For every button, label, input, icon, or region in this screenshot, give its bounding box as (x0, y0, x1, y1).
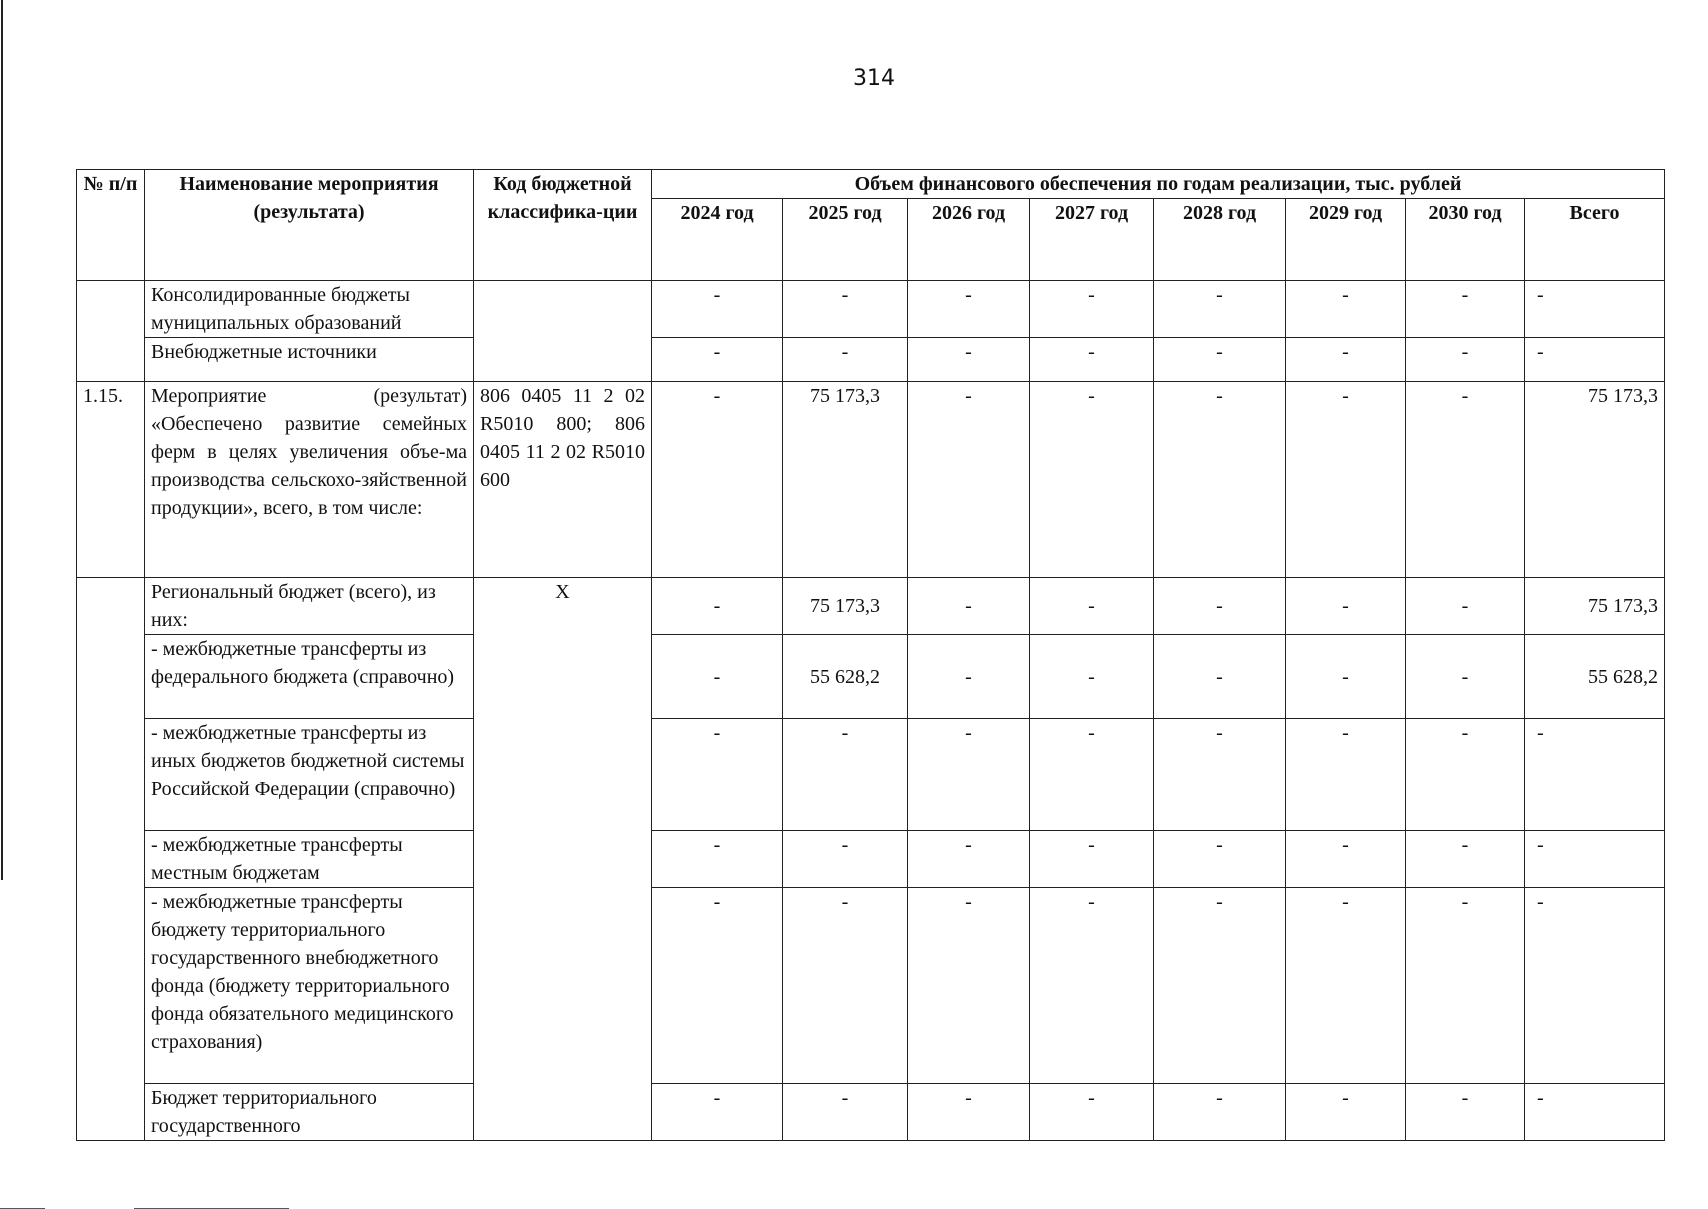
value-cell: - (1286, 1084, 1406, 1141)
value-cell: - (908, 281, 1030, 338)
value-cell: - (1030, 1084, 1154, 1141)
funding-table (76, 169, 1665, 1141)
value-cell: - (1286, 578, 1406, 635)
value-cell: - (908, 888, 1030, 1084)
row-code: X (474, 578, 652, 1141)
total-header: Всего (1525, 199, 1665, 281)
row-num: 1.15. (77, 382, 145, 578)
value-cell: - (652, 578, 783, 635)
row-name: - межбюджетные трансферты местным бюджетам (145, 831, 474, 888)
total-cell: - (1525, 281, 1665, 338)
value-cell: - (1030, 578, 1154, 635)
year-header: 2024 год (652, 199, 783, 281)
value-cell: - (1154, 635, 1286, 719)
value-cell: - (1154, 338, 1286, 382)
value-cell: - (1154, 719, 1286, 831)
value-cell: - (1030, 719, 1154, 831)
value-cell: - (1286, 281, 1406, 338)
value-cell: - (1030, 831, 1154, 888)
value-cell: 75 173,3 (783, 382, 908, 578)
value-cell: - (652, 635, 783, 719)
value-cell: - (1406, 719, 1525, 831)
row-name: - межбюджетные трансферты бюджету территориального государственного внебюджетного фонда (бюджету территориального фонда обязательного медицинского страхования) (145, 888, 474, 1084)
value-cell: - (783, 281, 908, 338)
value-cell: - (783, 888, 908, 1084)
year-header: 2029 год (1286, 199, 1406, 281)
row-num (77, 281, 145, 382)
value-cell: - (1286, 382, 1406, 578)
value-cell: - (652, 719, 783, 831)
total-cell: - (1525, 1084, 1665, 1141)
table-row (77, 578, 1665, 635)
row-name: Региональный бюджет (всего), из них: (145, 578, 474, 635)
year-header: 2028 год (1154, 199, 1286, 281)
table-row (77, 281, 1665, 338)
value-cell: - (652, 888, 783, 1084)
table-row (77, 338, 1665, 382)
row-name: Мероприятие (результат) «Обеспечено развитие семейных ферм в целях увеличения объе-ма производства сельскохо-зяйственной продукции», всего, в том числе: (145, 382, 474, 578)
page-number: 314 (853, 66, 895, 91)
value-cell: - (908, 635, 1030, 719)
value-cell: - (908, 719, 1030, 831)
value-cell: - (1154, 578, 1286, 635)
year-header: 2026 год (908, 199, 1030, 281)
value-cell: - (1406, 831, 1525, 888)
value-cell: - (1030, 635, 1154, 719)
value-cell: - (1030, 888, 1154, 1084)
value-cell: - (652, 281, 783, 338)
table-row (77, 888, 1665, 1084)
value-cell: - (783, 1084, 908, 1141)
value-cell: - (908, 831, 1030, 888)
row-code: 806 0405 11 2 02 R5010 800; 806 0405 11 2 02 R5010 600 (474, 382, 652, 578)
row-name: Бюджет территориального государственного (145, 1084, 474, 1141)
row-name: - межбюджетные трансферты из иных бюджетов бюджетной системы Российской Федерации (справочно) (145, 719, 474, 831)
left-margin-rule (1, 0, 3, 880)
table-row (77, 382, 1665, 578)
row-name: Внебюджетные источники (145, 338, 474, 382)
value-cell: - (1154, 831, 1286, 888)
value-cell: - (1286, 831, 1406, 888)
col-num-header: № п/п (77, 170, 145, 281)
value-cell: - (1406, 382, 1525, 578)
col-name-header: Наименование мероприятия (результата) (145, 170, 474, 281)
value-cell: - (1406, 281, 1525, 338)
value-cell: - (1030, 382, 1154, 578)
year-header: 2025 год (783, 199, 908, 281)
total-cell: - (1525, 338, 1665, 382)
value-cell: - (1406, 1084, 1525, 1141)
value-cell: - (1154, 382, 1286, 578)
total-cell: 75 173,3 (1525, 382, 1665, 578)
table-row (77, 719, 1665, 831)
total-cell: - (1525, 888, 1665, 1084)
total-cell: 75 173,3 (1525, 578, 1665, 635)
col-code-header: Код бюджетной классифика-ции (474, 170, 652, 281)
total-cell: - (1525, 831, 1665, 888)
row-code (474, 281, 652, 382)
total-cell: - (1525, 719, 1665, 831)
table-row (77, 635, 1665, 719)
table-row (77, 1084, 1665, 1141)
value-cell: - (1030, 281, 1154, 338)
value-cell: 55 628,2 (783, 635, 908, 719)
funding-header: Объем финансового обеспечения по годам реализации, тыс. рублей (652, 170, 1665, 199)
value-cell: - (908, 338, 1030, 382)
value-cell: - (908, 1084, 1030, 1141)
value-cell: - (1286, 888, 1406, 1084)
value-cell: - (1406, 338, 1525, 382)
row-num (77, 578, 145, 1141)
value-cell: - (783, 338, 908, 382)
value-cell: - (1154, 1084, 1286, 1141)
value-cell: - (1286, 719, 1406, 831)
value-cell: - (1406, 888, 1525, 1084)
year-header: 2027 год (1030, 199, 1154, 281)
value-cell: - (783, 831, 908, 888)
value-cell: - (652, 338, 783, 382)
table-row (77, 831, 1665, 888)
value-cell: - (1286, 635, 1406, 719)
value-cell: - (783, 719, 908, 831)
row-name: Консолидированные бюджеты муниципальных образований (145, 281, 474, 338)
value-cell: - (908, 578, 1030, 635)
year-header: 2030 год (1406, 199, 1525, 281)
value-cell: - (652, 831, 783, 888)
value-cell: - (1286, 338, 1406, 382)
value-cell: - (1154, 281, 1286, 338)
row-name: - межбюджетные трансферты из федерального бюджета (справочно) (145, 635, 474, 719)
value-cell: 75 173,3 (783, 578, 908, 635)
value-cell: - (908, 382, 1030, 578)
value-cell: - (1154, 888, 1286, 1084)
total-cell: 55 628,2 (1525, 635, 1665, 719)
header-row-1 (77, 170, 1665, 199)
value-cell: - (652, 1084, 783, 1141)
value-cell: - (1406, 635, 1525, 719)
value-cell: - (652, 382, 783, 578)
value-cell: - (1030, 338, 1154, 382)
value-cell: - (1406, 578, 1525, 635)
